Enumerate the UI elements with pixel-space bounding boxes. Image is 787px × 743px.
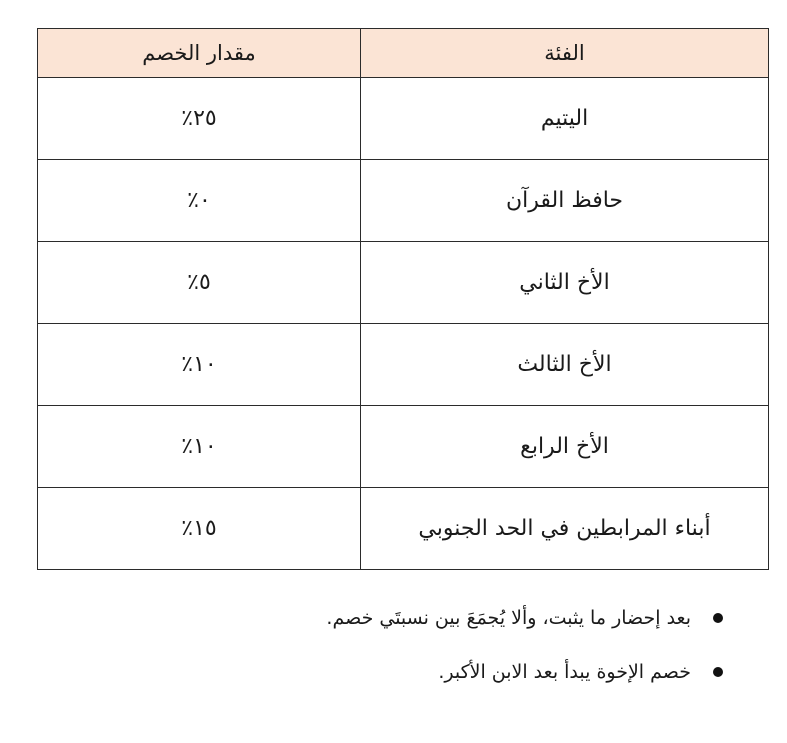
table-row	[38, 324, 769, 406]
discount-cell: ١٥٪	[38, 488, 361, 570]
category-cell: حافظ القرآن	[361, 160, 769, 242]
discount-table	[37, 28, 769, 570]
discount-cell: ٢٥٪	[38, 78, 361, 160]
discount-cell: ١٠٪	[38, 324, 361, 406]
category-cell: أبناء المرابطين في الحد الجنوبي	[361, 488, 769, 570]
category-cell: الأخ الثاني	[361, 242, 769, 324]
category-cell: اليتيم	[361, 78, 769, 160]
note-item	[89, 658, 729, 686]
note-item	[89, 604, 729, 632]
discount-cell: ٠٪	[38, 160, 361, 242]
table-row	[38, 160, 769, 242]
bullet-icon	[713, 613, 723, 623]
note-text: خصم الإخوة يبدأ بعد الابن الأكبر.	[438, 661, 691, 683]
category-cell: الأخ الرابع	[361, 406, 769, 488]
header-category: الفئة	[361, 29, 769, 78]
table-row	[38, 406, 769, 488]
header-discount-amount: مقدار الخصم	[38, 29, 361, 78]
discount-cell: ٥٪	[38, 242, 361, 324]
bullet-icon	[713, 667, 723, 677]
notes-list	[89, 604, 729, 712]
category-cell: الأخ الثالث	[361, 324, 769, 406]
note-text: بعد إحضار ما يثبت، وألا يُجمَعَ بين نسبتَي خصم.	[326, 607, 691, 629]
table-row	[38, 488, 769, 570]
discount-cell: ١٠٪	[38, 406, 361, 488]
table-header-row	[38, 29, 769, 78]
table-row	[38, 242, 769, 324]
table-row	[38, 78, 769, 160]
